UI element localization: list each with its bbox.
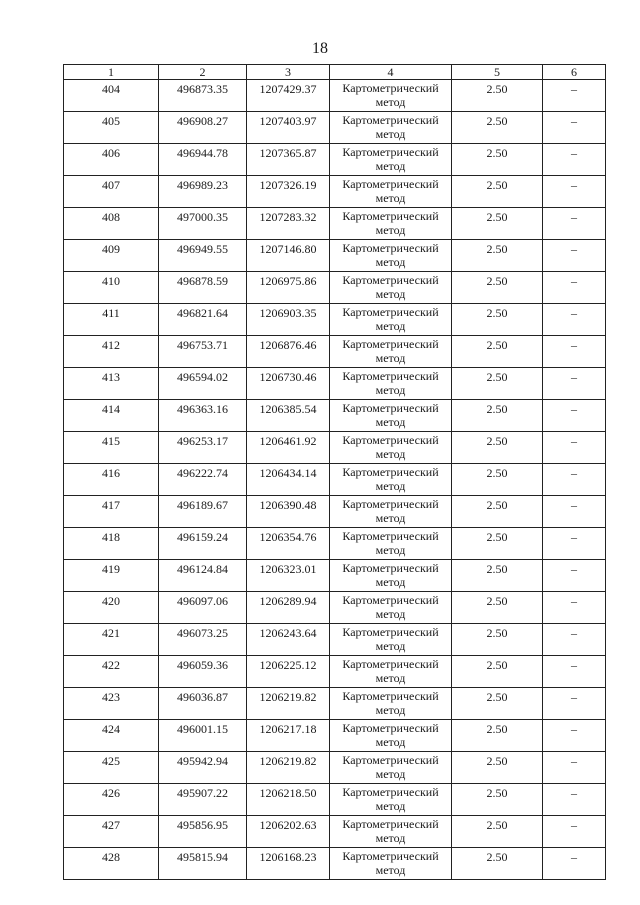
accuracy-cell: 2.50 (452, 528, 543, 560)
table-row (64, 400, 606, 432)
coordinate-x: 496073.25 (159, 624, 247, 656)
note-cell: – (543, 528, 606, 560)
point-number: 422 (64, 656, 159, 688)
coordinate-y: 1206390.48 (247, 496, 330, 528)
point-number: 420 (64, 592, 159, 624)
point-number: 414 (64, 400, 159, 432)
point-number: 416 (64, 464, 159, 496)
note-cell: – (543, 400, 606, 432)
coordinate-y: 1207429.37 (247, 80, 330, 112)
coordinate-x: 496949.55 (159, 240, 247, 272)
coordinate-y: 1206354.76 (247, 528, 330, 560)
note-cell: – (543, 720, 606, 752)
page-number: 18 (312, 40, 328, 57)
coordinate-x: 496253.17 (159, 432, 247, 464)
coordinate-y: 1207283.32 (247, 208, 330, 240)
accuracy-cell: 2.50 (452, 624, 543, 656)
column-header: 5 (452, 65, 543, 80)
point-number: 419 (64, 560, 159, 592)
coordinate-y: 1206217.18 (247, 720, 330, 752)
table-row (64, 848, 606, 880)
method-cell: Картометрический метод (330, 848, 452, 880)
coordinate-x: 496873.35 (159, 80, 247, 112)
note-cell: – (543, 432, 606, 464)
table-row (64, 144, 606, 176)
table-row (64, 80, 606, 112)
coordinate-y: 1206975.86 (247, 272, 330, 304)
accuracy-cell: 2.50 (452, 176, 543, 208)
point-number: 426 (64, 784, 159, 816)
coordinate-x: 496189.67 (159, 496, 247, 528)
accuracy-cell: 2.50 (452, 368, 543, 400)
method-cell: Картометрический метод (330, 528, 452, 560)
accuracy-cell: 2.50 (452, 304, 543, 336)
coordinate-y: 1206434.14 (247, 464, 330, 496)
table-row (64, 112, 606, 144)
coordinate-y: 1206323.01 (247, 560, 330, 592)
accuracy-cell: 2.50 (452, 432, 543, 464)
point-number: 407 (64, 176, 159, 208)
accuracy-cell: 2.50 (452, 240, 543, 272)
table-row (64, 304, 606, 336)
method-cell: Картометрический метод (330, 720, 452, 752)
method-cell: Картометрический метод (330, 304, 452, 336)
table-row (64, 272, 606, 304)
accuracy-cell: 2.50 (452, 656, 543, 688)
coordinate-y: 1207326.19 (247, 176, 330, 208)
table-row (64, 784, 606, 816)
note-cell: – (543, 816, 606, 848)
column-header: 1 (64, 65, 159, 80)
coordinate-x: 496222.74 (159, 464, 247, 496)
point-number: 404 (64, 80, 159, 112)
coordinate-x: 496594.02 (159, 368, 247, 400)
table-row (64, 720, 606, 752)
accuracy-cell: 2.50 (452, 720, 543, 752)
method-cell: Картометрический метод (330, 272, 452, 304)
accuracy-cell: 2.50 (452, 80, 543, 112)
column-header: 3 (247, 65, 330, 80)
coordinate-x: 495856.95 (159, 816, 247, 848)
note-cell: – (543, 240, 606, 272)
table-row (64, 592, 606, 624)
coordinate-y: 1206876.46 (247, 336, 330, 368)
column-header: 2 (159, 65, 247, 80)
point-number: 408 (64, 208, 159, 240)
point-number: 405 (64, 112, 159, 144)
point-number: 425 (64, 752, 159, 784)
method-cell: Картометрический метод (330, 496, 452, 528)
note-cell: – (543, 592, 606, 624)
table-row (64, 496, 606, 528)
coordinate-x: 496036.87 (159, 688, 247, 720)
method-cell: Картометрический метод (330, 624, 452, 656)
point-number: 417 (64, 496, 159, 528)
method-cell: Картометрический метод (330, 176, 452, 208)
coordinate-x: 496821.64 (159, 304, 247, 336)
point-number: 413 (64, 368, 159, 400)
coordinate-x: 496908.27 (159, 112, 247, 144)
method-cell: Картометрический метод (330, 400, 452, 432)
coordinate-y: 1206385.54 (247, 400, 330, 432)
note-cell: – (543, 496, 606, 528)
accuracy-cell: 2.50 (452, 848, 543, 880)
method-cell: Картометрический метод (330, 432, 452, 464)
accuracy-cell: 2.50 (452, 752, 543, 784)
note-cell: – (543, 656, 606, 688)
coordinate-y: 1207365.87 (247, 144, 330, 176)
table-row (64, 368, 606, 400)
point-number: 421 (64, 624, 159, 656)
point-number: 423 (64, 688, 159, 720)
coordinate-y: 1206461.92 (247, 432, 330, 464)
table-row (64, 560, 606, 592)
method-cell: Картометрический метод (330, 80, 452, 112)
accuracy-cell: 2.50 (452, 816, 543, 848)
accuracy-cell: 2.50 (452, 112, 543, 144)
table-row (64, 688, 606, 720)
table-row (64, 176, 606, 208)
point-number: 411 (64, 304, 159, 336)
coordinate-x: 496363.16 (159, 400, 247, 432)
method-cell: Картометрический метод (330, 208, 452, 240)
coordinate-x: 496097.06 (159, 592, 247, 624)
note-cell: – (543, 304, 606, 336)
method-cell: Картометрический метод (330, 656, 452, 688)
table-row (64, 240, 606, 272)
accuracy-cell: 2.50 (452, 496, 543, 528)
note-cell: – (543, 624, 606, 656)
accuracy-cell: 2.50 (452, 208, 543, 240)
coordinate-y: 1207146.80 (247, 240, 330, 272)
method-cell: Картометрический метод (330, 816, 452, 848)
coordinate-y: 1206219.82 (247, 752, 330, 784)
coordinate-x: 496753.71 (159, 336, 247, 368)
method-cell: Картометрический метод (330, 592, 452, 624)
table-row (64, 432, 606, 464)
coordinate-y: 1207403.97 (247, 112, 330, 144)
accuracy-cell: 2.50 (452, 592, 543, 624)
coordinate-y: 1206202.63 (247, 816, 330, 848)
coordinate-x: 495907.22 (159, 784, 247, 816)
coordinate-y: 1206219.82 (247, 688, 330, 720)
accuracy-cell: 2.50 (452, 688, 543, 720)
method-cell: Картометрический метод (330, 752, 452, 784)
coordinate-y: 1206225.12 (247, 656, 330, 688)
note-cell: – (543, 144, 606, 176)
accuracy-cell: 2.50 (452, 400, 543, 432)
point-number: 427 (64, 816, 159, 848)
coordinate-y: 1206289.94 (247, 592, 330, 624)
note-cell: – (543, 560, 606, 592)
column-header: 4 (330, 65, 452, 80)
point-number: 418 (64, 528, 159, 560)
accuracy-cell: 2.50 (452, 560, 543, 592)
note-cell: – (543, 80, 606, 112)
table-row (64, 624, 606, 656)
coordinate-y: 1206243.64 (247, 624, 330, 656)
table-row (64, 464, 606, 496)
accuracy-cell: 2.50 (452, 144, 543, 176)
point-number: 424 (64, 720, 159, 752)
coordinate-x: 496878.59 (159, 272, 247, 304)
note-cell: – (543, 784, 606, 816)
note-cell: – (543, 176, 606, 208)
accuracy-cell: 2.50 (452, 336, 543, 368)
coordinate-y: 1206730.46 (247, 368, 330, 400)
note-cell: – (543, 368, 606, 400)
coordinates-table (63, 64, 606, 880)
point-number: 409 (64, 240, 159, 272)
table-row (64, 752, 606, 784)
method-cell: Картометрический метод (330, 784, 452, 816)
table-header-row (64, 65, 606, 80)
table-row (64, 528, 606, 560)
note-cell: – (543, 688, 606, 720)
note-cell: – (543, 464, 606, 496)
accuracy-cell: 2.50 (452, 784, 543, 816)
coordinate-y: 1206168.23 (247, 848, 330, 880)
table-row (64, 656, 606, 688)
method-cell: Картометрический метод (330, 688, 452, 720)
note-cell: – (543, 112, 606, 144)
coordinate-x: 495942.94 (159, 752, 247, 784)
point-number: 410 (64, 272, 159, 304)
note-cell: – (543, 272, 606, 304)
method-cell: Картометрический метод (330, 464, 452, 496)
column-header: 6 (543, 65, 606, 80)
method-cell: Картометрический метод (330, 112, 452, 144)
point-number: 412 (64, 336, 159, 368)
coordinate-x: 496989.23 (159, 176, 247, 208)
method-cell: Картометрический метод (330, 368, 452, 400)
note-cell: – (543, 752, 606, 784)
coordinate-x: 496001.15 (159, 720, 247, 752)
method-cell: Картометрический метод (330, 560, 452, 592)
table-row (64, 208, 606, 240)
accuracy-cell: 2.50 (452, 272, 543, 304)
coordinate-x: 496159.24 (159, 528, 247, 560)
method-cell: Картометрический метод (330, 144, 452, 176)
coordinate-x: 496124.84 (159, 560, 247, 592)
table-row (64, 816, 606, 848)
coordinate-y: 1206903.35 (247, 304, 330, 336)
method-cell: Картометрический метод (330, 240, 452, 272)
point-number: 428 (64, 848, 159, 880)
coordinate-x: 497000.35 (159, 208, 247, 240)
coordinate-x: 496944.78 (159, 144, 247, 176)
point-number: 406 (64, 144, 159, 176)
table-row (64, 336, 606, 368)
accuracy-cell: 2.50 (452, 464, 543, 496)
method-cell: Картометрический метод (330, 336, 452, 368)
coordinate-y: 1206218.50 (247, 784, 330, 816)
note-cell: – (543, 336, 606, 368)
coordinate-x: 496059.36 (159, 656, 247, 688)
coordinate-x: 495815.94 (159, 848, 247, 880)
note-cell: – (543, 208, 606, 240)
point-number: 415 (64, 432, 159, 464)
note-cell: – (543, 848, 606, 880)
